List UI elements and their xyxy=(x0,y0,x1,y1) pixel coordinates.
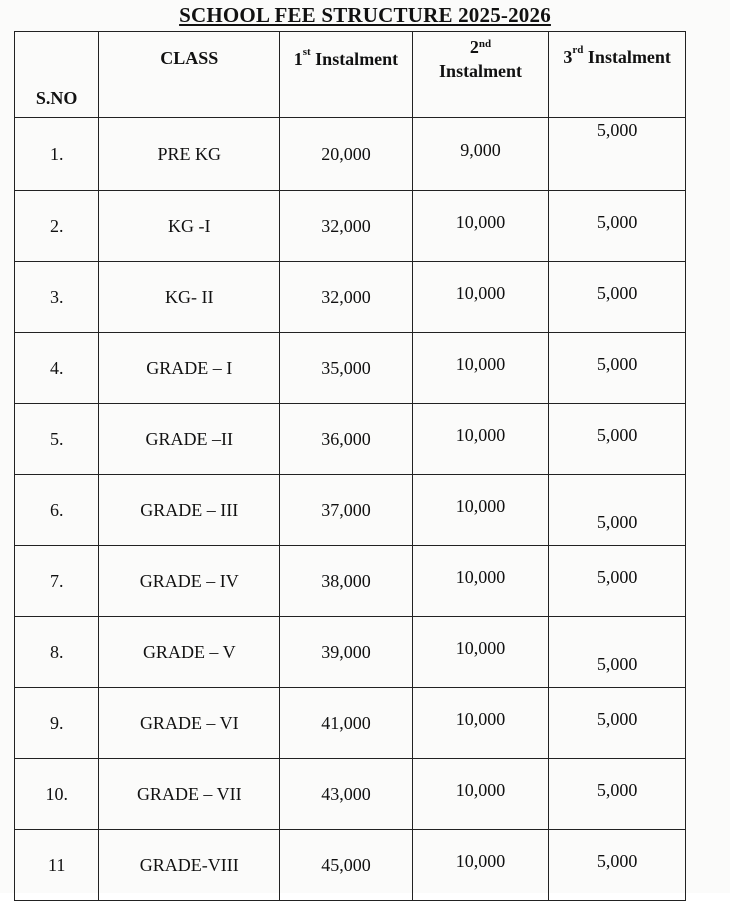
table-row xyxy=(15,546,686,617)
third-num: 3 xyxy=(563,47,573,67)
cell-sno: 11 xyxy=(15,830,99,901)
table-row xyxy=(15,759,686,830)
cell-second-value: 10,000 xyxy=(455,211,506,232)
cell-sno: 7. xyxy=(15,546,99,617)
cell-second-value: 10,000 xyxy=(455,708,506,729)
table-row xyxy=(15,830,686,901)
cell-second-value: 10,000 xyxy=(455,779,506,800)
cell-second xyxy=(412,617,549,688)
header-row xyxy=(15,32,686,118)
cell-third-value: 5,000 xyxy=(596,653,638,674)
cell-first: 37,000 xyxy=(280,475,413,546)
cell-third-value: 5,000 xyxy=(596,424,638,445)
cell-second xyxy=(412,404,549,475)
cell-sno: 4. xyxy=(15,333,99,404)
cell-third-value: 5,000 xyxy=(596,511,638,532)
cell-class: GRADE – I xyxy=(99,333,280,404)
cell-sno: 3. xyxy=(15,262,99,333)
header-second-instalment xyxy=(412,32,549,118)
cell-sno: 9. xyxy=(15,688,99,759)
table-row xyxy=(15,262,686,333)
cell-second xyxy=(412,333,549,404)
cell-second-value: 10,000 xyxy=(455,637,506,658)
cell-second xyxy=(412,475,549,546)
cell-third xyxy=(549,546,686,617)
cell-first: 20,000 xyxy=(280,118,413,191)
cell-third-value: 5,000 xyxy=(596,566,638,587)
cell-sno: 6. xyxy=(15,475,99,546)
cell-second-value: 10,000 xyxy=(455,566,506,587)
table-row xyxy=(15,118,686,191)
cell-class: GRADE-VIII xyxy=(99,830,280,901)
table-row xyxy=(15,617,686,688)
second-sup: nd xyxy=(478,38,492,50)
table-row xyxy=(15,475,686,546)
cell-third xyxy=(549,688,686,759)
cell-sno: 5. xyxy=(15,404,99,475)
cell-class: GRADE – VI xyxy=(99,688,280,759)
cell-second xyxy=(412,546,549,617)
cell-first: 32,000 xyxy=(280,191,413,262)
cell-third-value: 5,000 xyxy=(596,353,638,374)
cell-second xyxy=(412,262,549,333)
cell-second-value: 10,000 xyxy=(455,495,506,516)
cell-third-value: 5,000 xyxy=(596,211,638,232)
cell-third xyxy=(549,262,686,333)
cell-second xyxy=(412,830,549,901)
table-row xyxy=(15,688,686,759)
cell-second-value: 10,000 xyxy=(455,850,506,871)
cell-first: 35,000 xyxy=(280,333,413,404)
cell-sno: 1. xyxy=(15,118,99,191)
cell-second-value: 9,000 xyxy=(460,139,501,160)
first-label: Instalment xyxy=(310,49,399,69)
header-third-instalment xyxy=(549,32,686,118)
cell-class: PRE KG xyxy=(99,118,280,191)
cell-third-value: 5,000 xyxy=(596,708,638,729)
cell-first: 32,000 xyxy=(280,262,413,333)
cell-third-value: 5,000 xyxy=(596,120,638,140)
third-label: Instalment xyxy=(583,47,671,67)
header-first-instalment xyxy=(280,32,413,118)
cell-class: GRADE – V xyxy=(99,617,280,688)
cell-third-value: 5,000 xyxy=(596,282,638,303)
cell-class: GRADE – VII xyxy=(99,759,280,830)
cell-class: GRADE – III xyxy=(99,475,280,546)
cell-third-value: 5,000 xyxy=(596,850,638,871)
cell-second xyxy=(412,118,549,191)
third-sup: rd xyxy=(572,44,584,56)
cell-class: GRADE – IV xyxy=(99,546,280,617)
cell-sno: 8. xyxy=(15,617,99,688)
cell-second xyxy=(412,688,549,759)
cell-third xyxy=(549,118,686,191)
cell-class: KG- II xyxy=(99,262,280,333)
cell-sno: 10. xyxy=(15,759,99,830)
page-title xyxy=(0,3,730,28)
second-num: 2 xyxy=(469,37,479,57)
first-sup: st xyxy=(302,46,311,58)
cell-first: 36,000 xyxy=(280,404,413,475)
table-row xyxy=(15,404,686,475)
header-class: CLASS xyxy=(99,32,280,118)
cell-sno: 2. xyxy=(15,191,99,262)
cell-third xyxy=(549,404,686,475)
cell-second-value: 10,000 xyxy=(455,353,506,374)
cell-class: KG -I xyxy=(99,191,280,262)
cell-second-value: 10,000 xyxy=(455,282,506,303)
header-sno: S.NO xyxy=(15,32,99,118)
second-label: Instalment xyxy=(439,61,523,81)
cell-first: 43,000 xyxy=(280,759,413,830)
cell-third xyxy=(549,191,686,262)
title-text: SCHOOL FEE STRUCTURE 2025-2026 xyxy=(179,3,551,27)
cell-third xyxy=(549,617,686,688)
cell-third xyxy=(549,830,686,901)
cell-second xyxy=(412,759,549,830)
cell-third xyxy=(549,759,686,830)
cell-first: 45,000 xyxy=(280,830,413,901)
cell-class: GRADE –II xyxy=(99,404,280,475)
cell-third xyxy=(549,475,686,546)
cell-third xyxy=(549,333,686,404)
cell-first: 41,000 xyxy=(280,688,413,759)
table-row xyxy=(15,333,686,404)
cell-first: 39,000 xyxy=(280,617,413,688)
table-row xyxy=(15,191,686,262)
cell-second xyxy=(412,191,549,262)
fee-table xyxy=(14,31,686,901)
cell-third-value: 5,000 xyxy=(596,779,638,800)
cell-second-value: 10,000 xyxy=(455,424,506,445)
cell-first: 38,000 xyxy=(280,546,413,617)
first-num: 1 xyxy=(293,49,303,69)
